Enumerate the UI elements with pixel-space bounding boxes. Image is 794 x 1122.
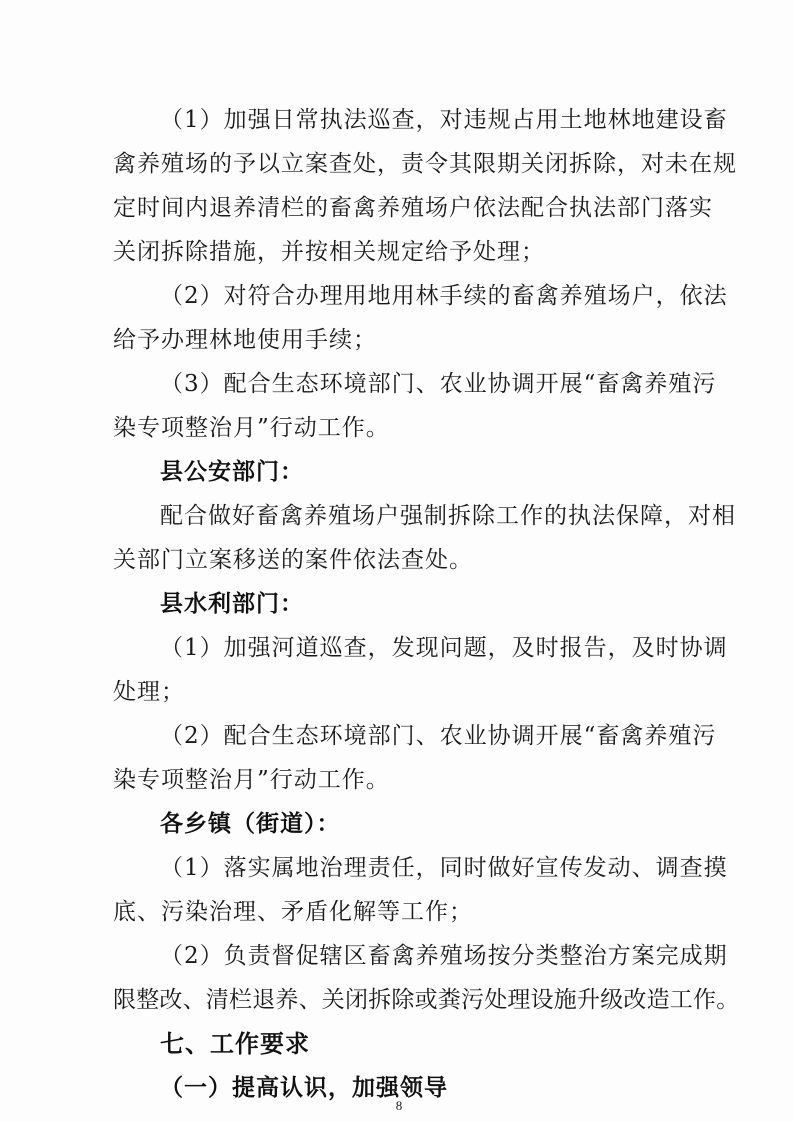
paragraph-line: 染专项整治月”行动工作。 [113,415,390,441]
section-heading-requirements: 七、工作要求 [160,1030,310,1058]
section-label-towns: 各乡镇（街道）： [160,811,341,837]
paragraph-line: 给予办理林地使用手续； [113,327,377,353]
paragraph-line: （2）配合生态环境部门、农业协调开展“畜禽养殖污 [160,723,717,749]
paragraph-line: （3）配合生态环境部门、农业协调开展“畜禽养殖污 [160,371,717,397]
paragraph-line: 染专项整治月”行动工作。 [113,767,390,793]
paragraph-line: （1）加强河道巡查，发现问题，及时报告，及时协调 [160,635,728,661]
section-label-water: 县水利部门： [160,591,304,617]
paragraph-line: 底、污染治理、矛盾化解等工作； [113,899,473,925]
paragraph-line: 处理； [113,679,185,705]
page-number: 8 [395,1098,403,1113]
paragraph-line: 定时间内退养清栏的畜禽养殖场户依法配合执法部门落实 [113,195,713,221]
section-label-police: 县公安部门： [160,459,304,485]
paragraph-line: 配合做好畜禽养殖场户强制拆除工作的执法保障，对相 [160,503,736,529]
paragraph-line: 禽养殖场的予以立案查处，责令其限期关闭拆除，对未在规 [113,151,737,177]
paragraph-line: （2）对符合办理用地用林手续的畜禽养殖场户，依法 [160,283,728,309]
paragraph-line: 限整改、清栏退养、关闭拆除或粪污处理设施升级改造工作。 [113,987,740,1013]
paragraph-line: （2）负责督促辖区畜禽养殖场按分类整治方案完成期 [160,943,728,969]
paragraph-line: 关闭拆除措施，并按相关规定给予处理； [113,239,545,265]
subsection-heading: （一）提高认识，加强领导 [160,1075,448,1101]
paragraph-line: （1）加强日常执法巡查，对违规占用土地林地建设畜 [160,107,728,133]
paragraph-line: 关部门立案移送的案件依法查处。 [113,547,473,573]
paragraph-line: （1）落实属地治理责任，同时做好宣传发动、调查摸 [160,855,728,881]
